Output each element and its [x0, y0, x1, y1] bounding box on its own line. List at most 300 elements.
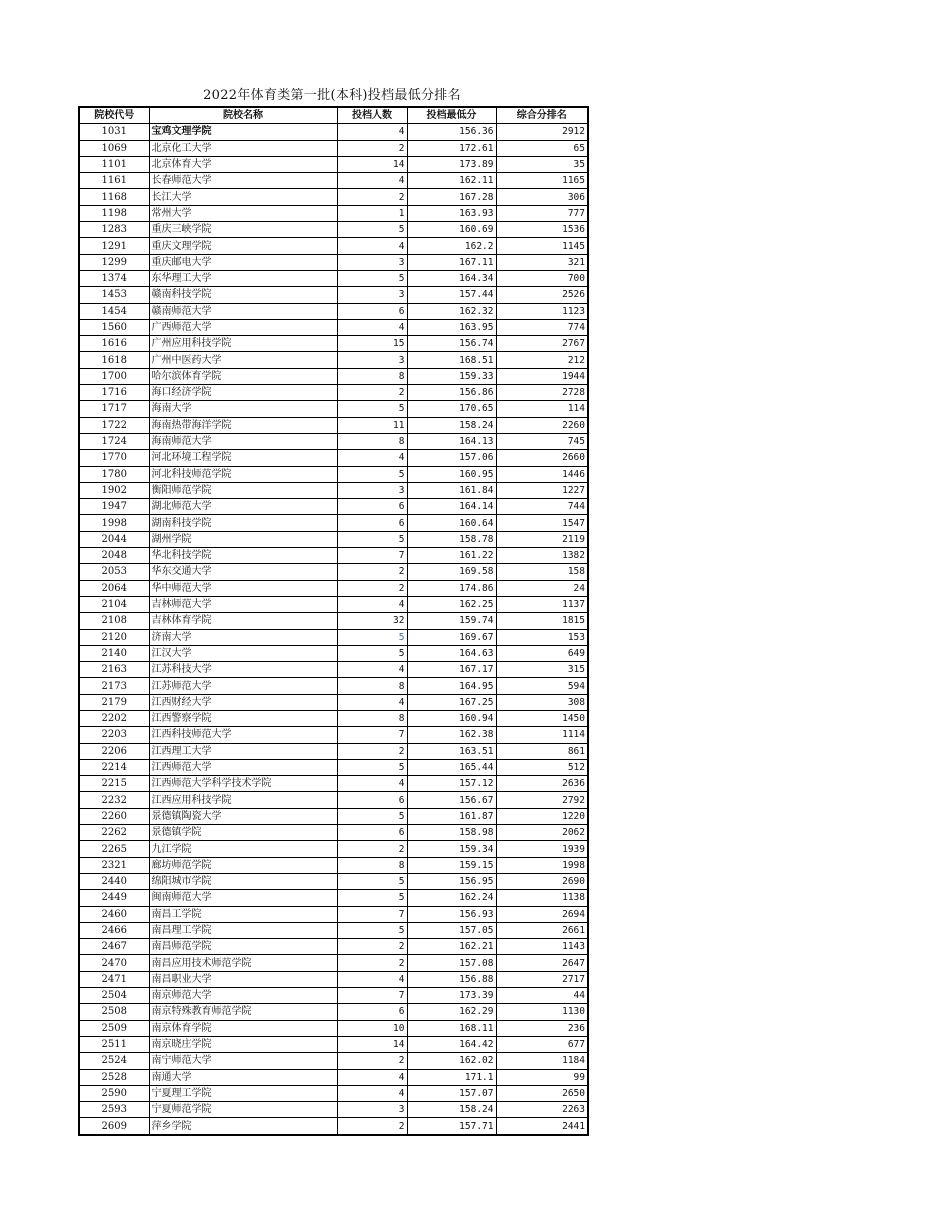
min-score-cell: 156.74 [407, 336, 496, 352]
school-name-cell: 湖南科技学院 [149, 515, 337, 531]
rank-cell: 2792 [496, 792, 588, 808]
admitted-count-cell: 5 [337, 222, 407, 238]
rank-cell: 315 [496, 662, 588, 678]
rank-cell: 1227 [496, 482, 588, 498]
school-code-cell: 1770 [79, 450, 149, 466]
table-row [79, 466, 588, 482]
page-title: 2022年体育类第一批(本科)投档最低分排名 [203, 88, 461, 103]
school-name-cell: 南昌职业大学 [149, 971, 337, 987]
school-code-cell: 1283 [79, 222, 149, 238]
admitted-count-cell: 2 [337, 743, 407, 759]
school-code-cell: 1700 [79, 368, 149, 384]
min-score-cell: 158.24 [407, 1102, 496, 1118]
school-code-cell: 2214 [79, 759, 149, 775]
school-code-cell: 1454 [79, 303, 149, 319]
school-code-cell: 2232 [79, 792, 149, 808]
table-row [79, 613, 588, 629]
school-code-cell: 2528 [79, 1069, 149, 1085]
admitted-count-cell: 4 [337, 238, 407, 254]
table-row [79, 1118, 588, 1135]
admitted-count-cell: 5 [337, 890, 407, 906]
admitted-count-cell: 2 [337, 841, 407, 857]
school-code-cell: 1902 [79, 482, 149, 498]
school-name-cell: 长江大学 [149, 189, 337, 205]
table-row [79, 499, 588, 515]
admitted-count-cell: 5 [337, 270, 407, 286]
school-name-cell: 江西应用科技学院 [149, 792, 337, 808]
rank-cell: 2728 [496, 385, 588, 401]
table-row [79, 319, 588, 335]
school-code-cell: 2179 [79, 694, 149, 710]
rank-cell: 2119 [496, 531, 588, 547]
rank-cell: 1145 [496, 238, 588, 254]
school-name-cell: 衡阳师范学院 [149, 482, 337, 498]
table-row [79, 890, 588, 906]
school-code-cell: 1291 [79, 238, 149, 254]
school-name-cell: 海口经济学院 [149, 385, 337, 401]
school-name-cell: 河北科技师范学院 [149, 466, 337, 482]
school-name-cell: 江西师范大学科学技术学院 [149, 776, 337, 792]
table-row [79, 531, 588, 547]
school-code-cell: 2470 [79, 955, 149, 971]
min-score-cell: 158.98 [407, 825, 496, 841]
admitted-count-cell: 3 [337, 1102, 407, 1118]
school-name-cell: 吉林师范大学 [149, 596, 337, 612]
rank-cell: 35 [496, 156, 588, 172]
admitted-count-cell: 10 [337, 1020, 407, 1036]
min-score-cell: 164.34 [407, 270, 496, 286]
table-row [79, 873, 588, 889]
min-score-cell: 162.11 [407, 173, 496, 189]
table-row [79, 482, 588, 498]
admitted-count-cell: 5 [337, 808, 407, 824]
table-row [79, 1102, 588, 1118]
min-score-cell: 165.44 [407, 759, 496, 775]
school-code-cell: 2202 [79, 710, 149, 726]
school-name-cell: 海南师范大学 [149, 433, 337, 449]
school-name-cell: 重庆邮电大学 [149, 254, 337, 270]
school-code-cell: 1161 [79, 173, 149, 189]
school-code-cell: 2460 [79, 906, 149, 922]
table-row [79, 629, 588, 645]
admitted-count-cell: 8 [337, 433, 407, 449]
school-code-cell: 2120 [79, 629, 149, 645]
table-row [79, 694, 588, 710]
min-score-cell: 164.14 [407, 499, 496, 515]
school-code-cell: 1453 [79, 287, 149, 303]
school-name-cell: 南昌理工学院 [149, 922, 337, 938]
admitted-count-cell: 4 [337, 319, 407, 335]
admitted-count-cell: 8 [337, 678, 407, 694]
rank-cell: 2260 [496, 417, 588, 433]
school-name-cell: 吉林体育学院 [149, 613, 337, 629]
admitted-count-cell: 1 [337, 205, 407, 221]
min-score-cell: 174.86 [407, 580, 496, 596]
school-name-cell: 重庆文理学院 [149, 238, 337, 254]
school-code-cell: 2206 [79, 743, 149, 759]
school-name-cell: 济南大学 [149, 629, 337, 645]
table-row [79, 841, 588, 857]
min-score-cell: 173.89 [407, 156, 496, 172]
school-name-cell: 东华理工大学 [149, 270, 337, 286]
rank-cell: 2690 [496, 873, 588, 889]
min-score-cell: 156.88 [407, 971, 496, 987]
rank-cell: 1138 [496, 890, 588, 906]
school-name-cell: 南京特殊教育师范学院 [149, 1004, 337, 1020]
admitted-count-cell: 5 [337, 759, 407, 775]
min-score-cell: 170.65 [407, 401, 496, 417]
min-score-cell: 157.06 [407, 450, 496, 466]
rank-cell: 158 [496, 564, 588, 580]
admitted-count-cell: 4 [337, 694, 407, 710]
rank-cell: 2062 [496, 825, 588, 841]
school-name-cell: 景德镇陶瓷大学 [149, 808, 337, 824]
admitted-count-cell: 4 [337, 596, 407, 612]
school-name-cell: 江汉大学 [149, 645, 337, 661]
table-row [79, 808, 588, 824]
school-name-cell: 广州应用科技学院 [149, 336, 337, 352]
table-row [79, 564, 588, 580]
school-name-cell: 湖北师范大学 [149, 499, 337, 515]
school-code-cell: 2524 [79, 1053, 149, 1069]
table-row [79, 596, 588, 612]
min-score-cell: 159.34 [407, 841, 496, 857]
table-row [79, 254, 588, 270]
rank-cell: 308 [496, 694, 588, 710]
admission-score-table [78, 106, 589, 1136]
min-score-cell: 163.95 [407, 319, 496, 335]
rank-cell: 2647 [496, 955, 588, 971]
school-name-cell: 南昌工学院 [149, 906, 337, 922]
school-name-cell: 长春师范大学 [149, 173, 337, 189]
rank-cell: 306 [496, 189, 588, 205]
admitted-count-cell: 3 [337, 254, 407, 270]
school-name-cell: 南京晓庄学院 [149, 1036, 337, 1052]
school-name-cell: 海南大学 [149, 401, 337, 417]
rank-cell: 1130 [496, 1004, 588, 1020]
rank-cell: 114 [496, 401, 588, 417]
table-row [79, 1036, 588, 1052]
admitted-count-cell: 2 [337, 140, 407, 156]
table-row [79, 743, 588, 759]
admitted-count-cell: 5 [337, 531, 407, 547]
table-row [79, 417, 588, 433]
table-row [79, 287, 588, 303]
table-row [79, 1053, 588, 1069]
admitted-count-cell: 15 [337, 336, 407, 352]
admitted-count-cell: 6 [337, 1004, 407, 1020]
min-score-cell: 157.08 [407, 955, 496, 971]
table-row [79, 336, 588, 352]
school-name-cell: 萍乡学院 [149, 1118, 337, 1135]
school-code-cell: 2203 [79, 727, 149, 743]
rank-cell: 2912 [496, 124, 588, 140]
min-score-cell: 164.95 [407, 678, 496, 694]
school-name-cell: 北京体育大学 [149, 156, 337, 172]
rank-cell: 1165 [496, 173, 588, 189]
school-code-cell: 2471 [79, 971, 149, 987]
rank-cell: 1382 [496, 548, 588, 564]
rank-cell: 2661 [496, 922, 588, 938]
min-score-cell: 161.84 [407, 482, 496, 498]
school-code-cell: 2511 [79, 1036, 149, 1052]
admitted-count-cell: 4 [337, 1085, 407, 1101]
min-score-cell: 169.58 [407, 564, 496, 580]
table-row [79, 515, 588, 531]
admitted-count-cell: 11 [337, 417, 407, 433]
school-code-cell: 2215 [79, 776, 149, 792]
school-name-cell: 江西财经大学 [149, 694, 337, 710]
school-code-cell: 2265 [79, 841, 149, 857]
school-name-cell: 绵阳城市学院 [149, 873, 337, 889]
rank-cell: 700 [496, 270, 588, 286]
school-code-cell: 2044 [79, 531, 149, 547]
header-school-name: 院校名称 [149, 107, 337, 124]
school-name-cell: 华中师范大学 [149, 580, 337, 596]
rank-cell: 2526 [496, 287, 588, 303]
school-code-cell: 2053 [79, 564, 149, 580]
table-row [79, 922, 588, 938]
rank-cell: 594 [496, 678, 588, 694]
rank-cell: 1184 [496, 1053, 588, 1069]
table-row [79, 580, 588, 596]
min-score-cell: 162.24 [407, 890, 496, 906]
rank-cell: 1998 [496, 857, 588, 873]
school-name-cell: 赣南科技学院 [149, 287, 337, 303]
min-score-cell: 162.25 [407, 596, 496, 612]
school-code-cell: 2163 [79, 662, 149, 678]
school-name-cell: 南京体育学院 [149, 1020, 337, 1036]
admitted-count-cell: 3 [337, 482, 407, 498]
table-row [79, 1085, 588, 1101]
rank-cell: 2441 [496, 1118, 588, 1135]
table-row [79, 124, 588, 140]
min-score-cell: 173.39 [407, 988, 496, 1004]
rank-cell: 1446 [496, 466, 588, 482]
school-code-cell: 2440 [79, 873, 149, 889]
school-code-cell: 2508 [79, 1004, 149, 1020]
admitted-count-cell: 4 [337, 662, 407, 678]
school-code-cell: 1168 [79, 189, 149, 205]
admitted-count-cell: 2 [337, 939, 407, 955]
school-code-cell: 1780 [79, 466, 149, 482]
table-row [79, 368, 588, 384]
admitted-count-cell: 5 [337, 922, 407, 938]
admitted-count-cell: 8 [337, 368, 407, 384]
rank-cell: 512 [496, 759, 588, 775]
school-code-cell: 1716 [79, 385, 149, 401]
min-score-cell: 159.33 [407, 368, 496, 384]
min-score-cell: 164.63 [407, 645, 496, 661]
rank-cell: 321 [496, 254, 588, 270]
school-code-cell: 1560 [79, 319, 149, 335]
school-name-cell: 河北环境工程学院 [149, 450, 337, 466]
school-name-cell: 闽南师范大学 [149, 890, 337, 906]
school-name-cell: 南通大学 [149, 1069, 337, 1085]
school-code-cell: 2048 [79, 548, 149, 564]
table-row [79, 776, 588, 792]
admitted-count-cell: 14 [337, 1036, 407, 1052]
min-score-cell: 163.93 [407, 205, 496, 221]
table-row [79, 303, 588, 319]
school-name-cell: 哈尔滨体育学院 [149, 368, 337, 384]
min-score-cell: 158.78 [407, 531, 496, 547]
admitted-count-cell: 8 [337, 857, 407, 873]
rank-cell: 2694 [496, 906, 588, 922]
header-school-code: 院校代号 [79, 107, 149, 124]
min-score-cell: 157.05 [407, 922, 496, 938]
rank-cell: 1547 [496, 515, 588, 531]
rank-cell: 212 [496, 352, 588, 368]
school-code-cell: 2108 [79, 613, 149, 629]
admitted-count-cell: 4 [337, 1069, 407, 1085]
admitted-count-cell: 7 [337, 988, 407, 1004]
admitted-count-cell: 14 [337, 156, 407, 172]
rank-cell: 2660 [496, 450, 588, 466]
school-name-cell: 廊坊师范学院 [149, 857, 337, 873]
school-code-cell: 1618 [79, 352, 149, 368]
admitted-count-cell: 7 [337, 906, 407, 922]
school-name-cell: 常州大学 [149, 205, 337, 221]
admitted-count-cell: 3 [337, 352, 407, 368]
school-code-cell: 2173 [79, 678, 149, 694]
school-code-cell: 2140 [79, 645, 149, 661]
school-name-cell: 北京化工大学 [149, 140, 337, 156]
rank-cell: 1536 [496, 222, 588, 238]
admitted-count-cell: 4 [337, 971, 407, 987]
school-name-cell: 南昌师范学院 [149, 939, 337, 955]
rank-cell: 2717 [496, 971, 588, 987]
school-name-cell: 江西科技师范大学 [149, 727, 337, 743]
header-admitted-count: 投档人数 [337, 107, 407, 124]
table-row [79, 857, 588, 873]
min-score-cell: 162.2 [407, 238, 496, 254]
school-name-cell: 宁夏师范学院 [149, 1102, 337, 1118]
rank-cell: 774 [496, 319, 588, 335]
table-row [79, 971, 588, 987]
rank-cell: 744 [496, 499, 588, 515]
admitted-count-cell: 5 [337, 873, 407, 889]
rank-cell: 153 [496, 629, 588, 645]
rank-cell: 2636 [496, 776, 588, 792]
admitted-count-cell: 7 [337, 548, 407, 564]
table-row [79, 352, 588, 368]
rank-cell: 745 [496, 433, 588, 449]
rank-cell: 1123 [496, 303, 588, 319]
table-row [79, 270, 588, 286]
table-row [79, 645, 588, 661]
rank-cell: 2650 [496, 1085, 588, 1101]
min-score-cell: 159.15 [407, 857, 496, 873]
min-score-cell: 169.67 [407, 629, 496, 645]
min-score-cell: 157.44 [407, 287, 496, 303]
rank-cell: 65 [496, 140, 588, 156]
rank-cell: 2263 [496, 1102, 588, 1118]
min-score-cell: 167.25 [407, 694, 496, 710]
school-code-cell: 2104 [79, 596, 149, 612]
table-row [79, 988, 588, 1004]
min-score-cell: 156.36 [407, 124, 496, 140]
school-code-cell: 1722 [79, 417, 149, 433]
school-code-cell: 2467 [79, 939, 149, 955]
admitted-count-cell: 2 [337, 385, 407, 401]
admitted-count-cell: 2 [337, 1053, 407, 1069]
school-name-cell: 赣南师范大学 [149, 303, 337, 319]
table-row [79, 825, 588, 841]
rank-cell: 1137 [496, 596, 588, 612]
min-score-cell: 167.11 [407, 254, 496, 270]
min-score-cell: 164.13 [407, 433, 496, 449]
school-name-cell: 广西师范大学 [149, 319, 337, 335]
school-code-cell: 1998 [79, 515, 149, 531]
table-row [79, 548, 588, 564]
rank-cell: 1114 [496, 727, 588, 743]
school-code-cell: 2260 [79, 808, 149, 824]
school-code-cell: 2064 [79, 580, 149, 596]
min-score-cell: 162.38 [407, 727, 496, 743]
table-row [79, 205, 588, 221]
school-code-cell: 1069 [79, 140, 149, 156]
rank-cell: 236 [496, 1020, 588, 1036]
min-score-cell: 167.17 [407, 662, 496, 678]
table-row [79, 140, 588, 156]
min-score-cell: 161.87 [407, 808, 496, 824]
rank-cell: 99 [496, 1069, 588, 1085]
header-min-score: 投档最低分 [407, 107, 496, 124]
table-body [79, 124, 588, 1135]
table-row [79, 1069, 588, 1085]
table-row [79, 173, 588, 189]
school-code-cell: 2449 [79, 890, 149, 906]
table-row [79, 792, 588, 808]
school-name-cell: 湖州学院 [149, 531, 337, 547]
admitted-count-cell: 4 [337, 124, 407, 140]
table-row [79, 450, 588, 466]
min-score-cell: 167.28 [407, 189, 496, 205]
school-name-cell: 重庆三峡学院 [149, 222, 337, 238]
table-row [79, 710, 588, 726]
min-score-cell: 160.95 [407, 466, 496, 482]
school-name-cell: 景德镇学院 [149, 825, 337, 841]
min-score-cell: 157.07 [407, 1085, 496, 1101]
admitted-count-cell: 2 [337, 955, 407, 971]
min-score-cell: 161.22 [407, 548, 496, 564]
admitted-count-cell: 2 [337, 580, 407, 596]
table-row [79, 401, 588, 417]
school-code-cell: 1198 [79, 205, 149, 221]
school-code-cell: 1616 [79, 336, 149, 352]
table-row [79, 955, 588, 971]
school-code-cell: 2590 [79, 1085, 149, 1101]
school-name-cell: 南昌应用技术师范学院 [149, 955, 337, 971]
school-code-cell: 1717 [79, 401, 149, 417]
admitted-count-cell: 4 [337, 450, 407, 466]
min-score-cell: 172.61 [407, 140, 496, 156]
admitted-count-cell: 3 [337, 287, 407, 303]
rank-cell: 649 [496, 645, 588, 661]
school-code-cell: 1374 [79, 270, 149, 286]
rank-cell: 24 [496, 580, 588, 596]
school-name-cell: 江西警察学院 [149, 710, 337, 726]
school-name-cell: 广州中医药大学 [149, 352, 337, 368]
min-score-cell: 157.71 [407, 1118, 496, 1135]
admitted-count-cell: 2 [337, 564, 407, 580]
admitted-count-cell: 6 [337, 515, 407, 531]
school-code-cell: 1299 [79, 254, 149, 270]
admitted-count-cell: 5 [337, 645, 407, 661]
admitted-count-cell: 5 [337, 466, 407, 482]
min-score-cell: 162.02 [407, 1053, 496, 1069]
